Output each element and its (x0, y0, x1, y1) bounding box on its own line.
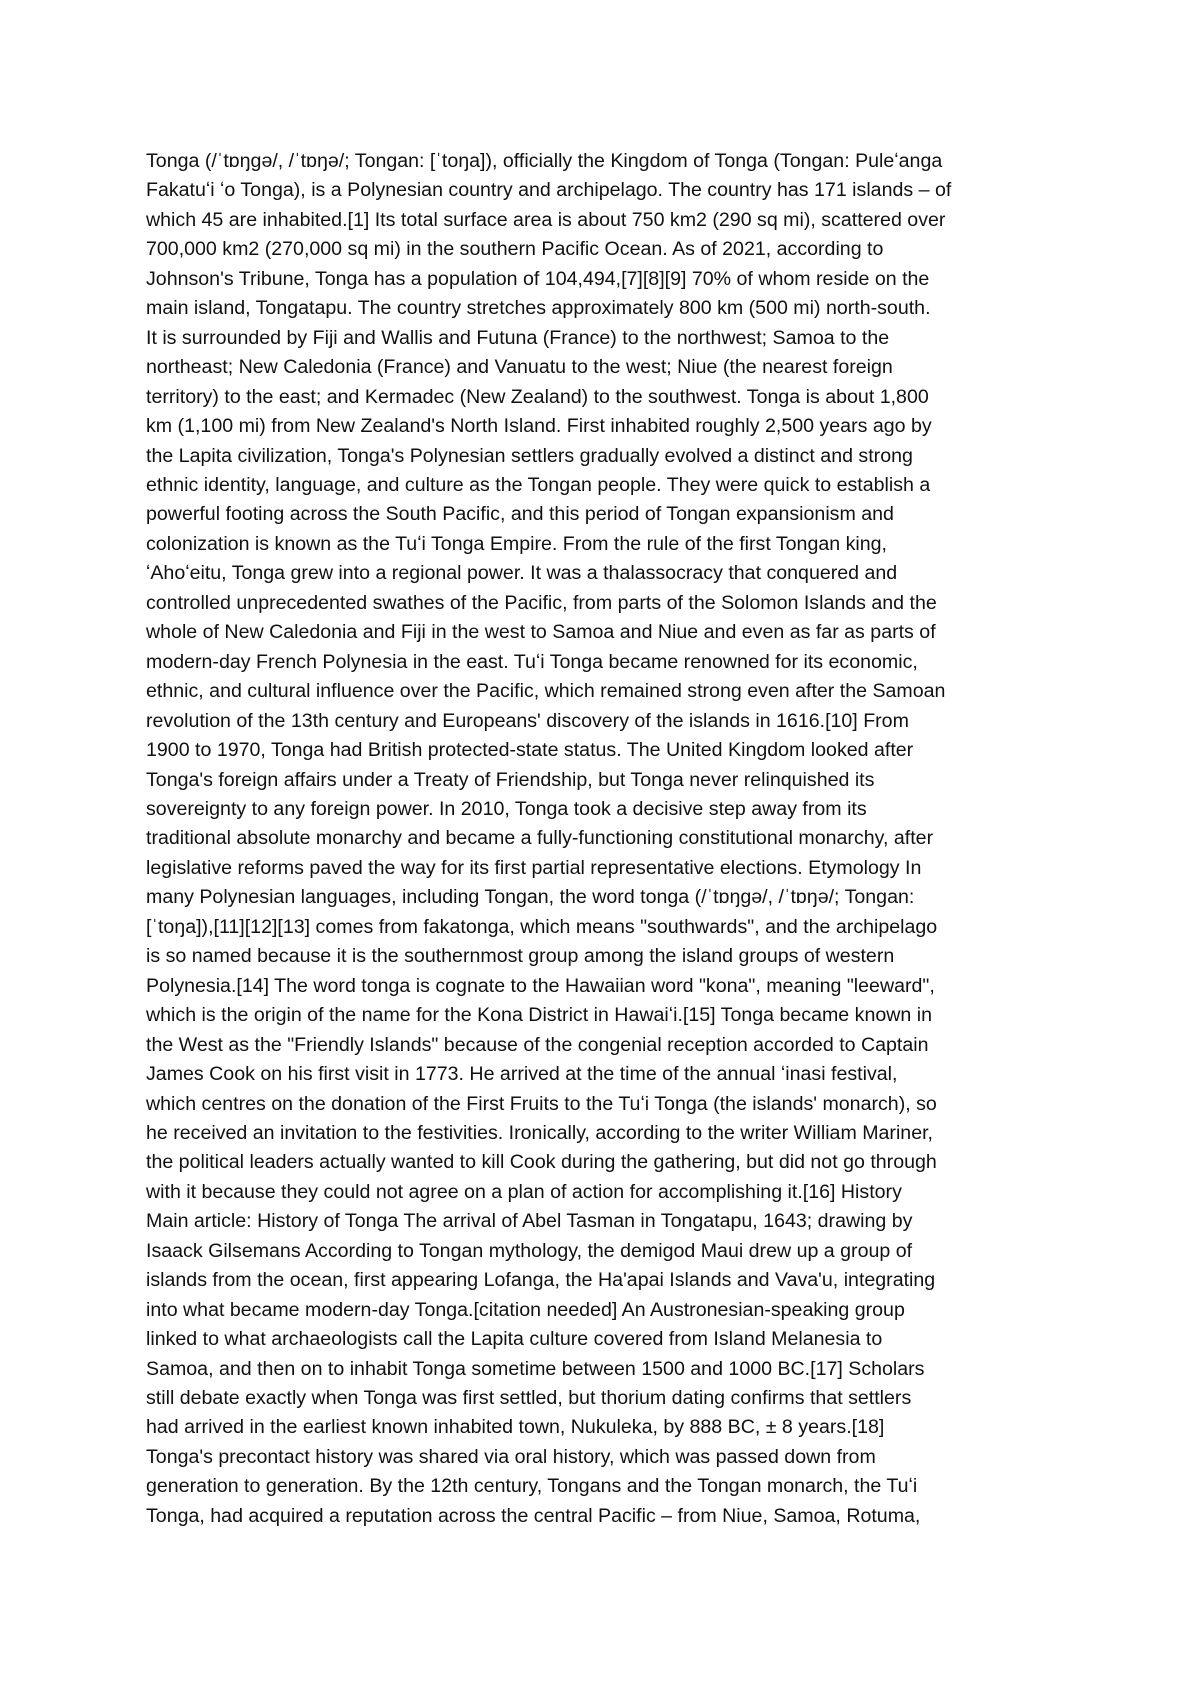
text-line: ethnic, and cultural influence over the Pacific, which remained strong even after the Samoan (146, 680, 946, 703)
text-line: Isaack Gilsemans According to Tongan mythology, the demigod Maui drew up a group of (146, 1239, 913, 1262)
text-line: Tonga, had acquired a reputation across the central Pacific – from Niue, Samoa, Rotuma, (146, 1504, 921, 1527)
text-line: [ˈtoŋa]),[11][12][13] comes from fakatonga, which means "southwards", and the archipelago (146, 915, 938, 938)
text-line: Main article: History of Tonga The arrival of Abel Tasman in Tongatapu, 1643; drawing by (146, 1210, 913, 1233)
text-line: territory) to the east; and Kermadec (New Zealand) to the southwest. Tonga is about 1,800 (146, 385, 929, 408)
text-line: Tonga's precontact history was shared via oral history, which was passed down from (146, 1445, 876, 1468)
text-line: which is the origin of the name for the Kona District in Hawaiʻi.[15] Tonga became known in (146, 1004, 932, 1027)
text-line: powerful footing across the South Pacific, and this period of Tongan expansionism and (146, 503, 894, 526)
text-line: 700,000 km2 (270,000 sq mi) in the southern Pacific Ocean. As of 2021, according to (146, 238, 884, 261)
text-line: 1900 to 1970, Tonga had British protected-state status. The United Kingdom looked after (146, 739, 914, 762)
text-line: Samoa, and then on to inhabit Tonga sometime between 1500 and 1000 BC.[17] Scholars (146, 1357, 925, 1380)
text-line: with it because they could not agree on a plan of action for accomplishing it.[16] History (146, 1180, 902, 1203)
text-line: ethnic identity, language, and culture as the Tongan people. They were quick to establish a (146, 473, 931, 496)
text-line: linked to what archaeologists call the Lapita culture covered from Island Melanesia to (146, 1328, 883, 1351)
text-line: sovereignty to any foreign power. In 2010, Tonga took a decisive step away from its (146, 797, 867, 820)
text-line: whole of New Caledonia and Fiji in the west to Samoa and Niue and even as far as parts of (146, 621, 936, 644)
text-line: traditional absolute monarchy and became a fully-functioning constitutional monarchy, after (146, 827, 934, 850)
text-line: legislative reforms paved the way for its first partial representative elections. Etymology In (146, 856, 922, 879)
text-line: many Polynesian languages, including Tongan, the word tonga (/ˈtɒŋɡə/, /ˈtɒŋə/; Tongan: (146, 886, 915, 909)
text-line: main island, Tongatapu. The country stretches approximately 800 km (500 mi) north-south. (146, 297, 931, 320)
text-line: controlled unprecedented swathes of the Pacific, from parts of the Solomon Islands and the (146, 591, 937, 614)
text-line: It is surrounded by Fiji and Wallis and Futuna (France) to the northwest; Samoa to the (146, 326, 890, 349)
text-line: islands from the ocean, first appearing Lofanga, the Ha'apai Islands and Vava'u, integrating (146, 1269, 936, 1292)
text-line: James Cook on his first visit in 1773. He arrived at the time of the annual ʻinasi festival, (146, 1063, 898, 1086)
body-paragraph (146, 147, 1066, 1531)
text-line: had arrived in the earliest known inhabited town, Nukuleka, by 888 BC, ± 8 years.[18] (146, 1416, 885, 1439)
text-line: into what became modern-day Tonga.[citation needed] An Austronesian-speaking group (146, 1298, 905, 1321)
text-line: northeast; New Caledonia (France) and Vanuatu to the west; Niue (the nearest foreign (146, 356, 893, 379)
text-line: modern-day French Polynesia in the east. Tuʻi Tonga became renowned for its economic, (146, 650, 918, 673)
text-line: still debate exactly when Tonga was first settled, but thorium dating confirms that settlers (146, 1387, 912, 1410)
text-line: ʻAhoʻeitu, Tonga grew into a regional power. It was a thalassocracy that conquered and (146, 562, 898, 585)
text-line: Tonga's foreign affairs under a Treaty of Friendship, but Tonga never relinquished its (146, 768, 875, 791)
text-line: generation to generation. By the 12th century, Tongans and the Tongan monarch, the Tuʻi (146, 1475, 918, 1498)
text-line: the West as the "Friendly Islands" because of the congenial reception accorded to Captain (146, 1033, 929, 1056)
text-line: the political leaders actually wanted to kill Cook during the gathering, but did not go through (146, 1151, 937, 1174)
text-line: which centres on the donation of the First Fruits to the Tuʻi Tonga (the islands' monarch), so (146, 1092, 937, 1115)
text-line: Fakatuʻi ʻo Tonga), is a Polynesian country and archipelago. The country has 171 islands – of (146, 179, 952, 202)
text-line: colonization is known as the Tuʻi Tonga Empire. From the rule of the first Tongan king, (146, 532, 887, 555)
text-line: Polynesia.[14] The word tonga is cognate to the Hawaiian word "kona", meaning "leeward", (146, 974, 935, 997)
text-line: is so named because it is the southernmost group among the island groups of western (146, 945, 895, 968)
text-line: Johnson's Tribune, Tonga has a population of 104,494,[7][8][9] 70% of whom reside on the (146, 267, 930, 290)
text-line: revolution of the 13th century and Europeans' discovery of the islands in 1616.[10] From (146, 709, 909, 732)
text-line: Tonga (/ˈtɒŋɡə/, /ˈtɒŋə/; Tongan: [ˈtoŋa]), officially the Kingdom of Tonga (Tongan: Puleʻanga (146, 150, 943, 172)
text-line: the Lapita civilization, Tonga's Polynesian settlers gradually evolved a distinct and strong (146, 444, 913, 467)
text-line: km (1,100 mi) from New Zealand's North Island. First inhabited roughly 2,500 years ago by (146, 415, 932, 438)
text-line: which 45 are inhabited.[1] Its total surface area is about 750 km2 (290 sq mi), scattered over (146, 208, 946, 231)
text-line: he received an invitation to the festivities. Ironically, according to the writer William Mariner, (146, 1121, 933, 1144)
